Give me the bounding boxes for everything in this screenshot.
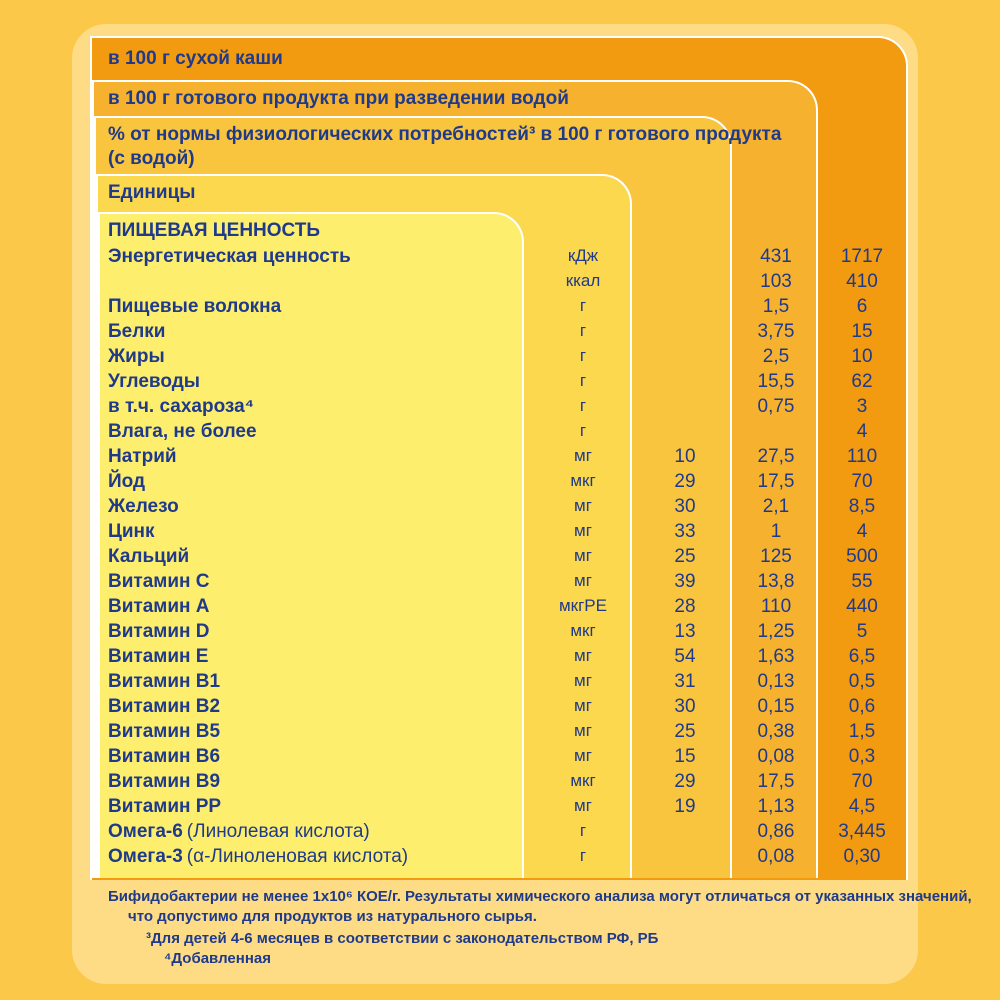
- row-prepared-value: 125: [760, 546, 792, 567]
- row-dry-value: 3: [856, 396, 868, 417]
- header-percent-line2: (с водой): [108, 148, 195, 169]
- row-label-note: (α-Линоленовая кислота): [186, 846, 409, 867]
- row-percent: 10: [674, 446, 696, 467]
- row-dry-value: 110: [846, 446, 878, 467]
- row-prepared-value: 0,08: [757, 746, 795, 767]
- section-title: ПИЩЕВАЯ ЦЕННОСТЬ: [108, 220, 321, 241]
- row-prepared-value: 0,75: [757, 396, 795, 417]
- row-unit: г: [579, 821, 587, 840]
- row-label: Витамин Е: [108, 646, 209, 667]
- row-dry-value: 500: [846, 546, 878, 567]
- row-unit: г: [579, 321, 587, 340]
- row-percent: 31: [674, 671, 696, 692]
- row-unit: мг: [574, 546, 592, 565]
- row-label-note: (Линолевая кислота): [186, 821, 370, 842]
- row-dry-value: 6,5: [848, 646, 876, 667]
- row-unit: кДж: [567, 246, 599, 265]
- row-dry-value: 15: [851, 321, 873, 342]
- row-prepared-value: 0,13: [757, 671, 795, 692]
- row-percent: 29: [674, 471, 696, 492]
- row-prepared-value: 0,86: [757, 821, 795, 842]
- row-dry-value: 4: [856, 521, 868, 542]
- footnote-3: ³Для детей 4-6 месяцев в соответствии с законодательством РФ, РБ: [146, 930, 659, 947]
- row-prepared-value: 1,63: [757, 646, 795, 667]
- row-percent: 19: [674, 796, 696, 817]
- row-percent: 30: [674, 496, 696, 517]
- row-unit: г: [579, 371, 587, 390]
- row-unit: мг: [574, 571, 592, 590]
- row-unit: мг: [574, 671, 592, 690]
- row-unit: мкг: [570, 771, 596, 790]
- footnote-2: что допустимо для продуктов из натурального сырья.: [128, 908, 537, 925]
- row-percent: 33: [674, 521, 696, 542]
- row-label: Витамин В5: [108, 721, 221, 742]
- row-label: Йод: [108, 471, 146, 492]
- row-percent: 39: [674, 571, 696, 592]
- row-dry-value: 55: [851, 571, 873, 592]
- header-percent-line1: % от нормы физиологических потребностей³ в 100 г готового продукта: [108, 124, 782, 145]
- row-prepared-value: 1,13: [757, 796, 795, 817]
- row-label: Железо: [108, 496, 179, 517]
- row-prepared-value: 0,08: [757, 846, 795, 867]
- row-label: Витамин РР: [108, 796, 222, 817]
- row-prepared-value: 0,15: [757, 696, 795, 717]
- row-label: Витамин В2: [108, 696, 221, 717]
- row-percent: 13: [674, 621, 696, 642]
- row-dry-value: 4: [856, 421, 868, 442]
- row-dry-value: 0,3: [848, 746, 876, 767]
- row-label: в т.ч. сахароза⁴: [108, 396, 255, 417]
- row-prepared-value: 0,38: [757, 721, 795, 742]
- row-label: Пищевые волокна: [108, 296, 282, 317]
- row-dry-value: 0,30: [843, 846, 881, 867]
- row-dry-value: 8,5: [848, 496, 876, 517]
- row-unit: мкг: [570, 471, 596, 490]
- row-percent: 30: [674, 696, 696, 717]
- row-dry-value: 440: [846, 596, 878, 617]
- row-label: Углеводы: [108, 371, 200, 392]
- row-prepared-value: 1,5: [762, 296, 790, 317]
- row-prepared-value: 1,25: [757, 621, 795, 642]
- row-label: Витамин С: [108, 571, 210, 592]
- row-label: Витамин D: [108, 621, 210, 642]
- row-label-text: Омега-6: [108, 821, 183, 842]
- row-unit: мг: [574, 746, 592, 765]
- row-prepared-value: 2,5: [762, 346, 790, 367]
- row-label: Витамин А: [108, 596, 210, 617]
- row-label: Натрий: [108, 446, 177, 467]
- row-prepared-value: 110: [760, 596, 792, 617]
- row-unit: г: [579, 846, 587, 865]
- row-label-text: Омега-3: [108, 846, 183, 867]
- row-dry-value: 0,6: [848, 696, 876, 717]
- row-unit: г: [579, 296, 587, 315]
- row-prepared-value: 103: [760, 271, 792, 292]
- row-unit: мг: [574, 446, 592, 465]
- row-prepared-value: 1: [770, 521, 782, 542]
- row-unit: г: [579, 421, 587, 440]
- row-dry-value: 62: [851, 371, 873, 392]
- row-prepared-value: 431: [760, 246, 792, 267]
- row-prepared-value: 17,5: [757, 471, 795, 492]
- row-unit: мг: [574, 646, 592, 665]
- row-unit: мкгРЕ: [558, 596, 607, 615]
- row-unit: ккал: [565, 271, 601, 290]
- row-percent: 25: [674, 546, 696, 567]
- row-prepared-value: 15,5: [757, 371, 795, 392]
- row-unit: г: [579, 346, 587, 365]
- row-unit: мг: [574, 696, 592, 715]
- row-unit: мг: [574, 721, 592, 740]
- row-label: Витамин В1: [108, 671, 221, 692]
- row-percent: 25: [674, 721, 696, 742]
- row-label: Цинк: [108, 521, 155, 542]
- row-dry-value: 6: [856, 296, 868, 317]
- row-prepared-value: 13,8: [757, 571, 795, 592]
- row-label: Витамин В6: [108, 746, 221, 767]
- row-dry-value: 70: [851, 471, 873, 492]
- row-unit: мг: [574, 796, 592, 815]
- row-prepared-value: 17,5: [757, 771, 795, 792]
- row-dry-value: 10: [851, 346, 873, 367]
- header-units: Единицы: [108, 182, 196, 203]
- row-percent: 54: [674, 646, 696, 667]
- row-label: Кальций: [108, 546, 190, 567]
- row-dry-value: 5: [856, 621, 868, 642]
- row-label: [108, 846, 408, 868]
- row-label: Витамин В9: [108, 771, 221, 792]
- header-prepared: в 100 г готового продукта при разведении водой: [108, 88, 569, 109]
- header-dry: в 100 г сухой каши: [108, 48, 283, 69]
- row-unit: г: [579, 396, 587, 415]
- row-dry-value: 1717: [840, 246, 884, 267]
- row-percent: 15: [674, 746, 696, 767]
- row-prepared-value: 27,5: [757, 446, 795, 467]
- row-dry-value: 0,5: [848, 671, 876, 692]
- row-dry-value: 3,445: [838, 821, 886, 842]
- row-label: [108, 821, 370, 843]
- row-prepared-value: 2,1: [762, 496, 790, 517]
- footnote-1: Бифидобактерии не менее 1х10⁶ КОЕ/г. Результаты химического анализа могут отличаться от указанных значений,: [108, 888, 972, 905]
- row-label: Жиры: [108, 346, 165, 367]
- row-label: Влага, не более: [108, 421, 257, 442]
- row-unit: мкг: [570, 621, 596, 640]
- row-dry-value: 4,5: [848, 796, 876, 817]
- row-dry-value: 70: [851, 771, 873, 792]
- row-label: Белки: [108, 321, 166, 342]
- row-percent: 28: [674, 596, 696, 617]
- row-percent: 29: [674, 771, 696, 792]
- row-prepared-value: 3,75: [757, 321, 795, 342]
- footnote-4: ⁴Добавленная: [164, 950, 271, 967]
- row-unit: мг: [574, 521, 592, 540]
- row-label: Энергетическая ценность: [108, 246, 351, 267]
- row-dry-value: 1,5: [848, 721, 876, 742]
- row-unit: мг: [574, 496, 592, 515]
- row-dry-value: 410: [846, 271, 878, 292]
